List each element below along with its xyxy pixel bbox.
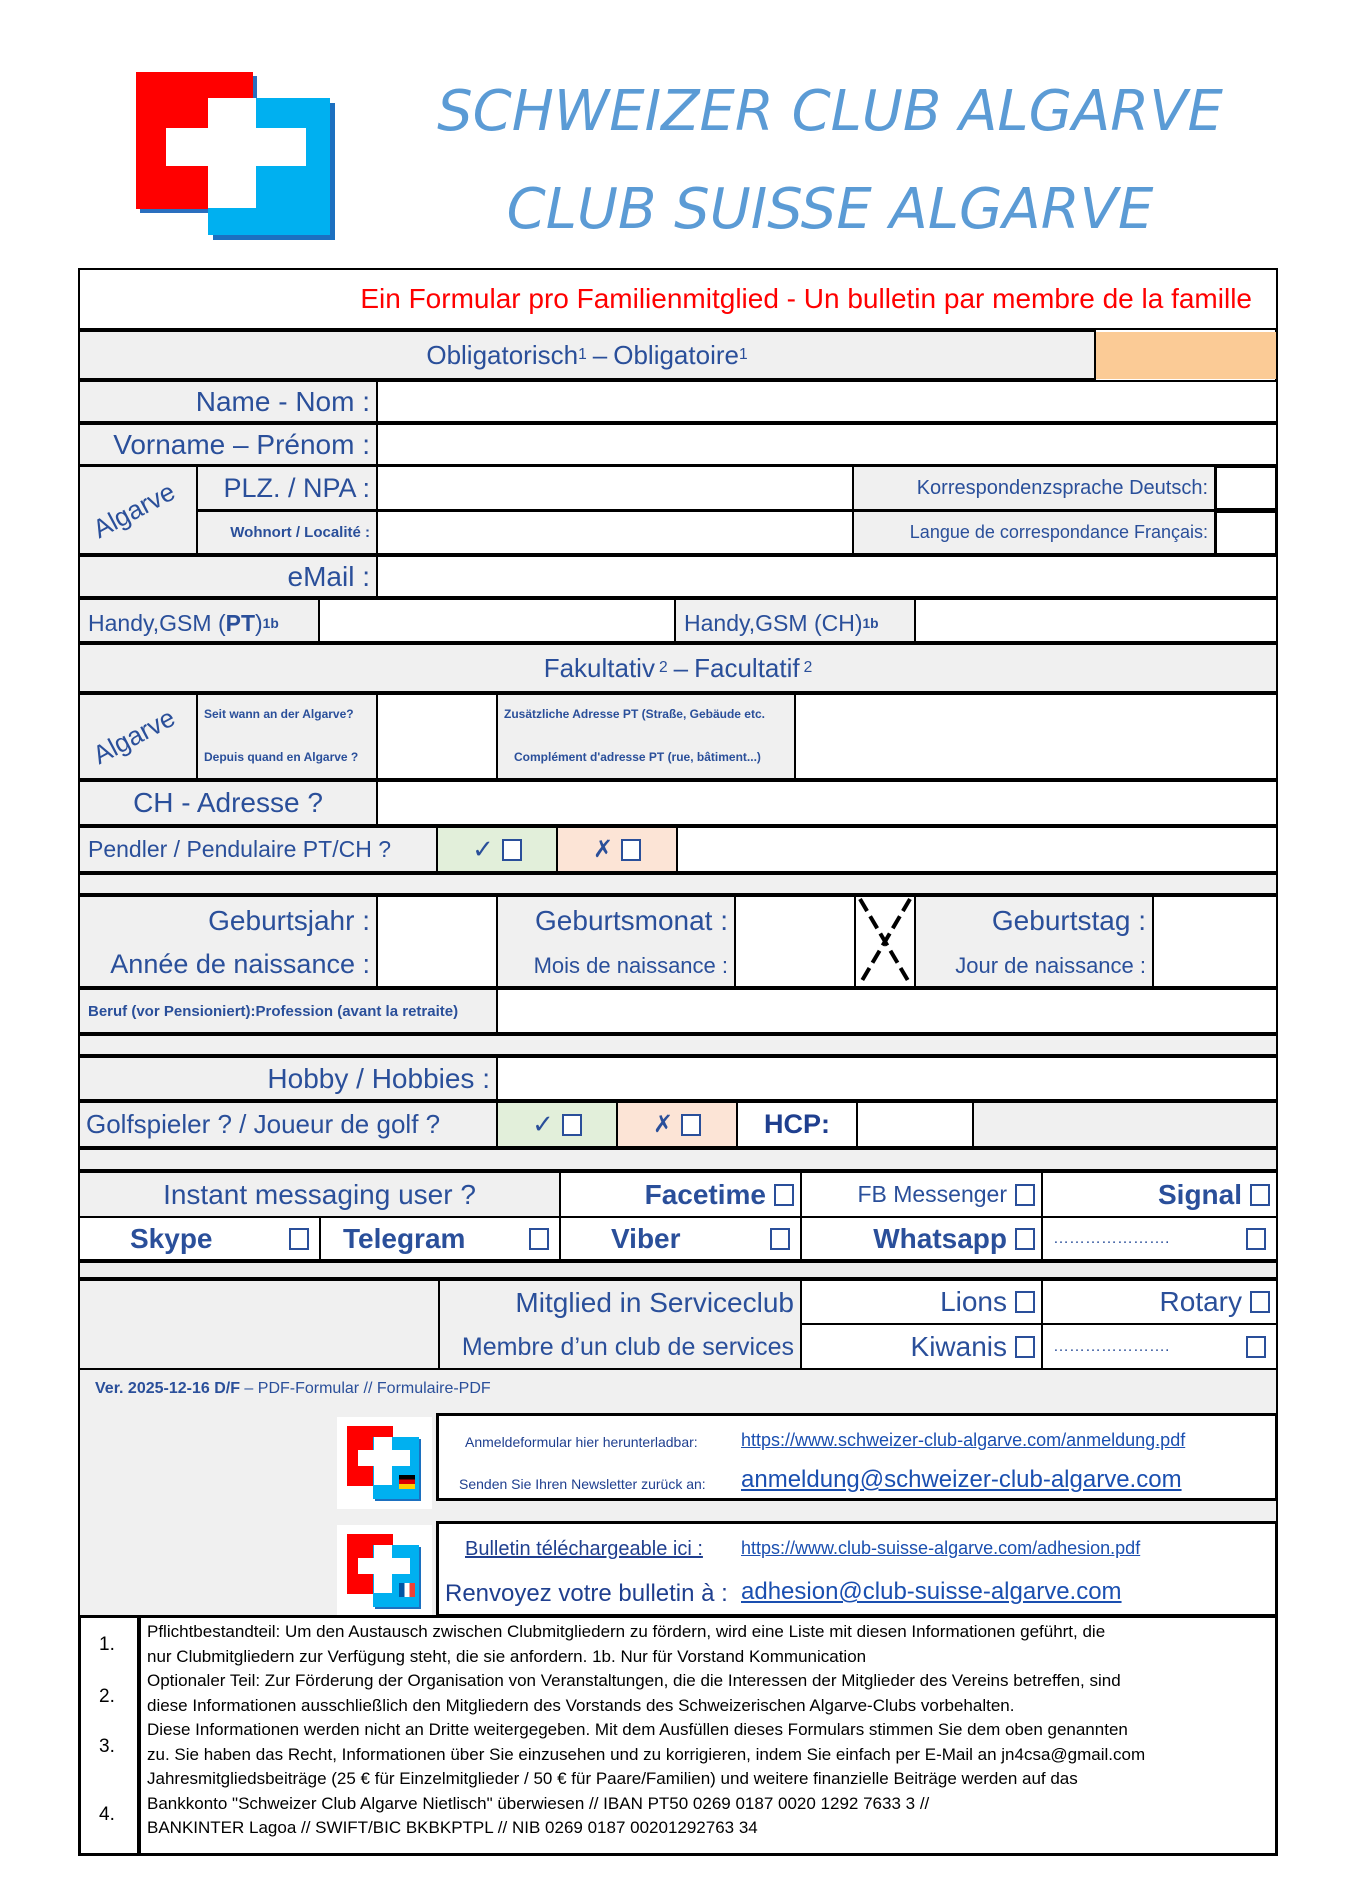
name-label: Name - Nom :	[78, 380, 378, 423]
golf-yes-option[interactable]	[496, 1101, 618, 1148]
phone-ch-input[interactable]	[914, 598, 1278, 643]
spacer-row	[78, 1148, 1278, 1171]
fb-messenger-checkbox[interactable]	[1015, 1184, 1035, 1206]
algarve-label: Algarve	[87, 476, 180, 544]
firstname-input[interactable]	[376, 423, 1278, 466]
golf-blank	[972, 1101, 1278, 1148]
service-option-lions[interactable]: Lions	[800, 1279, 1043, 1325]
fr-links-box: Bulletin téléchargeable ici : https://www.club-suisse-algarve.com/adhesion.pdf Renvoyez votre bulletin à : adhesion@club-suisse-algarve.com	[436, 1521, 1278, 1617]
im-option-fb-messenger[interactable]: FB Messenger	[800, 1171, 1043, 1218]
german-flag-icon	[399, 1475, 415, 1489]
french-flag-icon	[399, 1583, 415, 1597]
im-option-signal[interactable]: Signal	[1041, 1171, 1278, 1218]
birth-month-label: Geburtsmonat : Mois de naissance :	[496, 895, 736, 988]
service-option-kiwanis[interactable]: Kiwanis	[800, 1323, 1043, 1370]
im-option-viber[interactable]: Viber	[559, 1216, 802, 1261]
fr-download-label: Bulletin téléchargeable ici :	[465, 1538, 703, 1560]
birth-day-input[interactable]	[1152, 895, 1278, 988]
birth-year-input[interactable]	[376, 895, 498, 988]
email-input[interactable]	[376, 555, 1278, 598]
locality-label: Wohnort / Localité :	[196, 510, 378, 555]
extra-address-label: Zusätzliche Adresse PT (Straße, Gebäude etc. Complément d'adresse PT (rue, bâtiment...)	[496, 693, 796, 780]
note-line: Pflichtbestandteil: Um den Austausch zwischen Clubmitgliedern zu fördern, wird eine Liste mit diesen Informationen geführt, die	[147, 1622, 1106, 1641]
commuter-no-checkbox[interactable]	[621, 839, 641, 861]
birth-month-input[interactable]	[734, 895, 856, 988]
commuter-yes-option[interactable]	[436, 826, 558, 873]
cross-icon: ✗	[592, 836, 614, 863]
note-line: Optionaler Teil: Zur Förderung der Organisation von Veranstaltungen, die die Interessen der Mitglieder des Vereins betreffen, sind	[147, 1671, 1121, 1690]
crossed-out-cell	[854, 895, 916, 988]
ch-address-label: CH - Adresse ?	[78, 780, 378, 826]
im-option-telegram[interactable]: Telegram	[319, 1216, 561, 1261]
kiwanis-checkbox[interactable]	[1015, 1336, 1035, 1358]
cross-out-icon	[856, 897, 914, 986]
since-input[interactable]	[376, 693, 498, 780]
golf-label: Golfspieler ? / Joueur de golf ?	[78, 1101, 498, 1148]
lions-checkbox[interactable]	[1015, 1291, 1035, 1313]
logo-de	[337, 1417, 432, 1509]
name-input[interactable]	[376, 380, 1278, 423]
golf-no-checkbox[interactable]	[681, 1114, 701, 1136]
email-label: eMail :	[78, 555, 378, 598]
algarve-label: Algarve	[87, 702, 180, 770]
phone-pt-input[interactable]	[318, 598, 676, 643]
note-line: Jahresmitgliedsbeiträge (25 € für Einzelmitglieder / 50 € für Paare/Familien) und weitere finanzielle Beiträge werden auf das	[147, 1769, 1078, 1788]
lang-de-label: Korrespondenzsprache Deutsch:	[852, 465, 1216, 511]
locality-input[interactable]	[376, 510, 854, 555]
im-option-skype[interactable]: Skype	[78, 1216, 321, 1261]
form-banner: Ein Formular pro Familienmitglied - Un bulletin par membre de la famille	[78, 268, 1278, 330]
hcp-label: HCP:	[736, 1101, 858, 1148]
im-option-facetime[interactable]: Facetime	[559, 1171, 802, 1218]
algarve-optional-label-cell	[78, 693, 198, 780]
fr-return-email-link[interactable]: adhesion@club-suisse-algarve.com	[741, 1578, 1122, 1605]
club-logo	[136, 72, 336, 240]
rotary-checkbox[interactable]	[1250, 1291, 1270, 1313]
phone-pt-label: Handy,GSM ( PT ) 1b	[78, 598, 320, 643]
title-fr: CLUB SUISSE ALGARVE	[506, 177, 1154, 242]
golf-yes-checkbox[interactable]	[562, 1114, 582, 1136]
lang-de-checkbox[interactable]	[1214, 465, 1278, 511]
since-label: Seit wann an der Algarve? Depuis quand en Algarve ?	[196, 693, 378, 780]
algarve-label-cell	[78, 465, 198, 555]
im-option-whatsapp[interactable]: Whatsapp	[800, 1216, 1043, 1261]
version-text: Ver. 2025-12-16 D/F – PDF-Formular // Formulaire-PDF	[95, 1380, 491, 1397]
note-line: zu. Sie haben das Recht, Informationen über Sie einzusehen und zu korrigieren, indem Sie einfach per E-Mail an jn4csa@gmail.com	[147, 1744, 1146, 1764]
commuter-label: Pendler / Pendulaire PT/CH ?	[78, 826, 438, 873]
lang-fr-label: Langue de correspondance Français:	[852, 510, 1216, 555]
note-line: Bankkonto "Schweizer Club Algarve Nietlisch" überwiesen // IBAN PT50 0269 0187 0020 1292 7633 3 //	[147, 1793, 930, 1813]
notes-number-column: 1. 2. 3. 4.	[78, 1615, 140, 1856]
note-line: diese Informationen ausschließlich den Mitgliedern des Vorstands des Schweizerischen Algarve-Clubs vorbehalten.	[147, 1695, 1015, 1715]
skype-checkbox[interactable]	[289, 1228, 309, 1250]
hobby-input[interactable]	[496, 1056, 1278, 1101]
service-option-other[interactable]: ………………….	[1041, 1323, 1278, 1370]
telegram-checkbox[interactable]	[529, 1228, 549, 1250]
spacer-row	[78, 1034, 1278, 1056]
plz-label: PLZ. / NPA :	[196, 465, 378, 511]
mandatory-heading: Obligatorisch 1 – Obligatoire 1	[78, 330, 1096, 380]
profession-label: Beruf (vor Pensioniert):Profession (avant la retraite)	[78, 988, 498, 1034]
birth-year-label: Geburtsjahr : Année de naissance :	[78, 895, 378, 988]
commuter-no-option[interactable]	[556, 826, 678, 873]
lang-fr-checkbox[interactable]	[1214, 510, 1278, 556]
other-im-checkbox[interactable]	[1246, 1228, 1266, 1250]
golf-no-option[interactable]	[616, 1101, 738, 1148]
cross-icon: ✗	[652, 1111, 674, 1138]
note-line: nur Clubmitgliedern zur Verfügung steht, die sie anfordern. 1b. Nur für Vorstand Kommunication	[147, 1646, 867, 1666]
spacer-row	[78, 873, 1278, 895]
birth-day-label: Geburtstag : Jour de naissance :	[914, 895, 1154, 988]
phone-ch-label: Handy,GSM (CH) 1b	[674, 598, 916, 643]
note-line: BANKINTER Lagoa // SWIFT/BIC BKBKPTPL // NIB 0269 0187 00201292763 34	[147, 1818, 758, 1837]
profession-input[interactable]	[496, 988, 1278, 1034]
hcp-input[interactable]	[856, 1101, 974, 1148]
whatsapp-checkbox[interactable]	[1015, 1228, 1035, 1250]
commuter-yes-checkbox[interactable]	[502, 839, 522, 861]
plz-input[interactable]	[376, 465, 854, 511]
de-return-email-link[interactable]: anmeldung@schweizer-club-algarve.com	[741, 1466, 1182, 1493]
de-links-box: Anmeldeformular hier herunterladbar: https://www.schweizer-club-algarve.com/anmeldung.pdf Senden Sie Ihren Newsletter zurück an: anmeldung@schweizer-club-algarve.com	[436, 1413, 1278, 1501]
im-label: Instant messaging user ?	[78, 1171, 561, 1218]
optional-heading: Fakultativ 2 – Facultatif 2	[78, 643, 1278, 693]
extra-address-input[interactable]	[794, 693, 1278, 780]
notes-text-column	[138, 1615, 1278, 1856]
de-download-link[interactable]: https://www.schweizer-club-algarve.com/anmeldung.pdf	[741, 1430, 1186, 1450]
logo-fr	[337, 1525, 432, 1617]
service-option-rotary[interactable]: Rotary	[1041, 1279, 1278, 1325]
other-service-checkbox[interactable]	[1246, 1336, 1266, 1358]
commuter-blank	[676, 826, 1278, 873]
service-label: Mitglied in Serviceclub Membre d’un club de services	[438, 1279, 802, 1370]
service-blank	[78, 1279, 440, 1370]
hobby-label: Hobby / Hobbies :	[78, 1056, 498, 1101]
check-icon: ✓	[472, 834, 494, 864]
check-icon: ✓	[532, 1109, 554, 1139]
im-option-other[interactable]: ………………….	[1041, 1216, 1278, 1261]
spacer-row	[78, 1261, 1278, 1279]
viber-checkbox[interactable]	[770, 1228, 790, 1250]
title-de: SCHWEIZER CLUB ALGARVE	[437, 79, 1223, 144]
facetime-checkbox[interactable]	[774, 1184, 794, 1206]
fr-download-link[interactable]: https://www.club-suisse-algarve.com/adhesion.pdf	[741, 1538, 1141, 1558]
signal-checkbox[interactable]	[1250, 1184, 1270, 1206]
firstname-label: Vorname – Prénom :	[78, 423, 378, 466]
ch-address-input[interactable]	[376, 780, 1278, 826]
note-line: Diese Informationen werden nicht an Dritte weitergegeben. Mit dem Ausfüllen dieses Formulars stimmen Sie dem oben genannten	[147, 1720, 1128, 1739]
accent-cell	[1096, 332, 1276, 379]
